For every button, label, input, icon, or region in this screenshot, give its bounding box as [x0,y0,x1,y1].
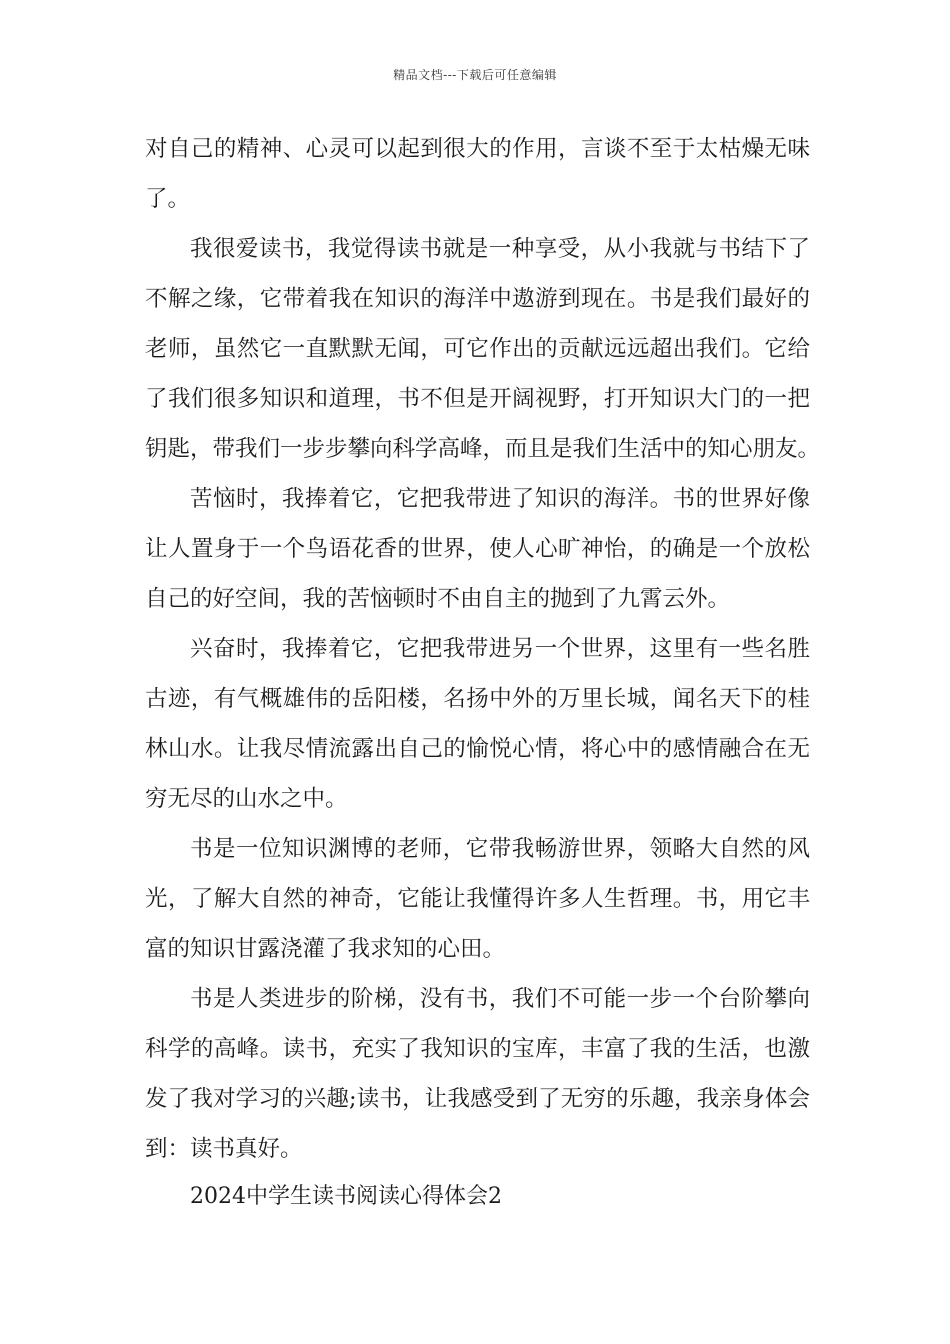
text-line: 了。 [145,186,191,212]
text-line: 科学的高峰。读书，充实了我知识的宝库，丰富了我的生活，也激 [145,1036,810,1062]
text-line: 对自己的精神、心灵可以起到很大的作用，言谈不至于太枯燥无味 [145,136,810,162]
text-line: 富的知识甘露浇灌了我求知的心田。 [145,936,506,962]
page-header: 精品文档---下载后可任意编辑 [393,68,557,82]
text-line: 老师，虽然它一直默默无闻，可它作出的贡献远远超出我们。它给 [145,336,810,362]
text-line: 到：读书真好。 [145,1136,303,1162]
paragraph-first-line: 书是一位知识渊博的老师，它带我畅游世界，领略大自然的风 [190,836,810,862]
text-line: 穷无尽的山水之中。 [145,786,348,812]
paragraph-first-line: 书是人类进步的阶梯，没有书，我们不可能一步一个台阶攀向 [190,986,810,1012]
text-line: 发了我对学习的兴趣;读书，让我感受到了无穷的乐趣，我亲身体会 [145,1086,810,1112]
text-line: 古迹，有气概雄伟的岳阳楼，名扬中外的万里长城，闻名天下的桂 [145,686,810,712]
text-line: 了我们很多知识和道理，书不但是开阔视野，打开知识大门的一把 [145,386,810,412]
text-line: 自己的好空间，我的苦恼顿时不由自主的抛到了九霄云外。 [145,586,731,612]
text-line: 钥匙，带我们一步步攀向科学高峰，而且是我们生活中的知心朋友。 [145,436,821,462]
section-title: 2024中学生读书阅读心得体会2 [190,1184,502,1209]
paragraph-first-line: 我很爱读书，我觉得读书就是一种享受，从小我就与书结下了 [190,236,810,262]
paragraph-first-line: 苦恼时，我捧着它，它把我带进了知识的海洋。书的世界好像 [190,486,810,512]
text-line: 光，了解大自然的神奇，它能让我懂得许多人生哲理。书，用它丰 [145,886,810,912]
document-body [145,130,821,1180]
text-line: 林山水。让我尽情流露出自己的愉悦心情，将心中的感情融合在无 [145,736,810,762]
text-line: 让人置身于一个鸟语花香的世界，使人心旷神怡，的确是一个放松 [145,536,810,562]
text-line: 不解之缘，它带着我在知识的海洋中遨游到现在。书是我们最好的 [145,286,810,312]
paragraph-first-line: 兴奋时，我捧着它，它把我带进另一个世界，这里有一些名胜 [190,636,810,662]
